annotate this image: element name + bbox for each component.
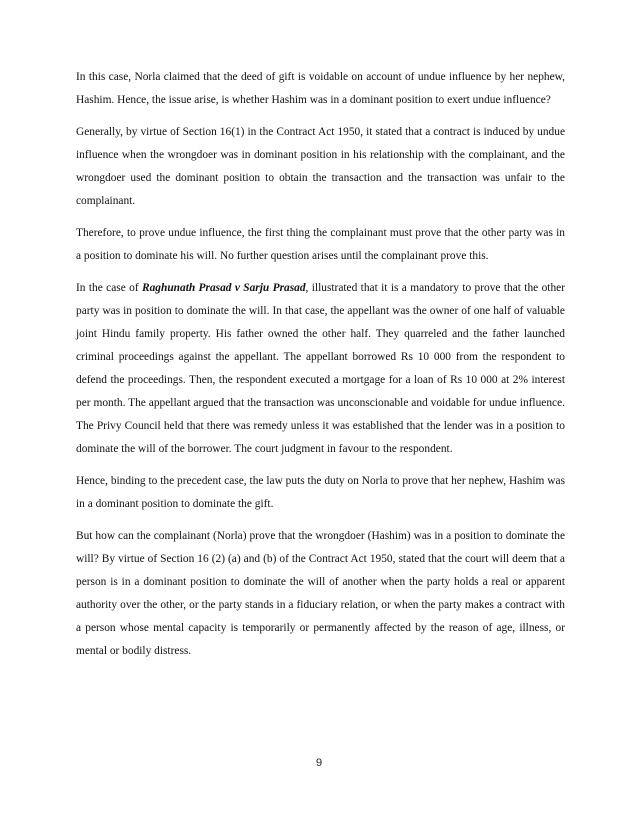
page-number: 9 [315,757,323,769]
paragraph-section-16-2: But how can the complainant (Norla) prove that the wrongdoer (Hashim) was in a position to dominate the will? By virtue of Section 16 (2) (a) and (b) of the Contract Act 1950, stated that the court will deem that a person is in a dominant position to dominate the will of another when the party holds a real or apparent authority over the other, or the party stands in a fiduciary relation, or when the party makes a contract with a person whose mental capacity is temporarily or permanently affected by the reason of age, illness, or mental or bodily distress. [76,530,565,657]
paragraph-case-law [76,277,565,461]
paragraph-precedent: Hence, binding to the precedent case, the law puts the duty on Norla to prove that her nephew, Hashim was in a dominant position to dominate the gift. [76,475,565,510]
paragraph-proof-requirement: Therefore, to prove undue influence, the first thing the complainant must prove that the other party was in a position to dominate his will. No further question arises until the complainant prove this. [76,227,565,262]
case-paragraph-prefix: In the case of [76,282,142,294]
case-paragraph-body: , illustrated that it is a mandatory to prove that the other party was in position to dominate the will. In that case, the appellant was the owner of one half of valuable joint Hindu family property. His father owned the other half. They quarreled and the father launched criminal proceedings against the appellant. The appellant borrowed Rs 10 000 from the respondent to defend the proceedings. Then, the respondent executed a mortgage for a loan of Rs 10 000 at 2% interest per month. The appellant argued that the transaction was unconscionable and voidable for undue influence. The Privy Council held that there was remedy unless it was established that the lender was in a position to dominate the will of the borrower. The court judgment in favour to the respondent. [76,282,566,455]
paragraph-issue: In this case, Norla claimed that the deed of gift is voidable on account of undue influence by her nephew, Hashim. Hence, the issue arise, is whether Hashim was in a dominant position to exert undue influence? [76,71,565,106]
document-body [76,66,565,672]
paragraph-section-16-1: Generally, by virtue of Section 16(1) in the Contract Act 1950, it stated that a contract is induced by undue influence when the wrongdoer was in dominant position in his relationship with the complainant, and the wrongdoer used the dominant position to obtain the transaction and the transaction was unfair to the complainant. [76,126,565,207]
case-name: Raghunath Prasad v Sarju Prasad [142,282,306,294]
